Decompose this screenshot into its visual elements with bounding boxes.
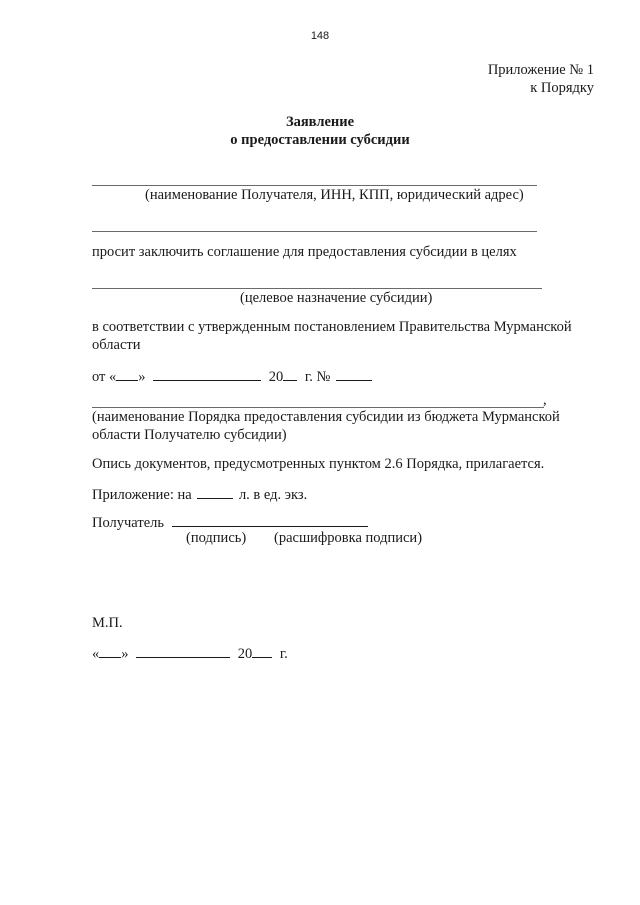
date-row (92, 643, 288, 663)
recipient-signature-blank[interactable] (172, 512, 368, 527)
date-month-blank[interactable] (136, 643, 230, 658)
recipient-extra-line (92, 231, 537, 232)
attachment-row (92, 484, 307, 504)
accordance-text-line-2: области (92, 337, 141, 353)
page-number: 148 (310, 30, 330, 42)
attachment-prefix: Приложение: на (92, 487, 192, 503)
from-month-blank[interactable] (153, 366, 261, 381)
appendix-line-2: к Порядку (530, 80, 594, 96)
order-caption-line-1: (наименование Порядка предоставления субсидии из бюджета Мурманской (92, 409, 560, 425)
appendix-line-1: Приложение № 1 (487, 62, 594, 78)
date-year-blank[interactable] (252, 643, 272, 658)
date-day-blank[interactable] (99, 643, 121, 658)
recipient-signature-row (92, 512, 368, 532)
inventory-text: Опись документов, предусмотренных пунктом 2.6 Порядка, прилагается. (92, 456, 545, 472)
date-year-suffix: г. (279, 646, 288, 662)
from-number-blank[interactable] (336, 366, 372, 381)
from-number-label: г. № (304, 369, 331, 385)
recipient-caption: (наименование Получателя, ИНН, КПП, юридический адрес) (145, 187, 524, 203)
from-prefix: от « (92, 369, 117, 385)
from-day-blank[interactable] (116, 366, 138, 381)
order-name-line (92, 407, 544, 408)
purpose-line (92, 288, 542, 289)
stamp-label: М.П. (92, 615, 123, 631)
attachment-suffix: л. в ед. экз. (238, 487, 308, 503)
order-name-comma: , (543, 392, 547, 408)
from-year-prefix: 20 (268, 369, 284, 385)
date-open-quote: « (92, 646, 100, 662)
purpose-caption: (целевое назначение субсидии) (240, 290, 433, 306)
request-text: просит заключить соглашение для предоставления субсидии в целях (92, 244, 517, 260)
decoding-caption: (расшифровка подписи) (274, 530, 423, 546)
attachment-pages-blank[interactable] (197, 484, 233, 499)
signature-caption: (подпись) (186, 530, 247, 546)
document-title: Заявление (285, 114, 355, 130)
date-year-prefix: 20 (237, 646, 253, 662)
recipient-line (92, 185, 537, 186)
document-subtitle: о предоставлении субсидии (230, 132, 410, 148)
accordance-text-line-1: в соответствии с утвержденным постановлением Правительства Мурманской (92, 319, 572, 335)
recipient-label: Получатель (92, 515, 164, 531)
from-date-row (92, 366, 372, 386)
date-close-quote: » (121, 646, 129, 662)
order-caption-line-2: области Получателю субсидии) (92, 427, 287, 443)
from-year-blank[interactable] (283, 366, 297, 381)
from-quote-close: » (138, 369, 146, 385)
